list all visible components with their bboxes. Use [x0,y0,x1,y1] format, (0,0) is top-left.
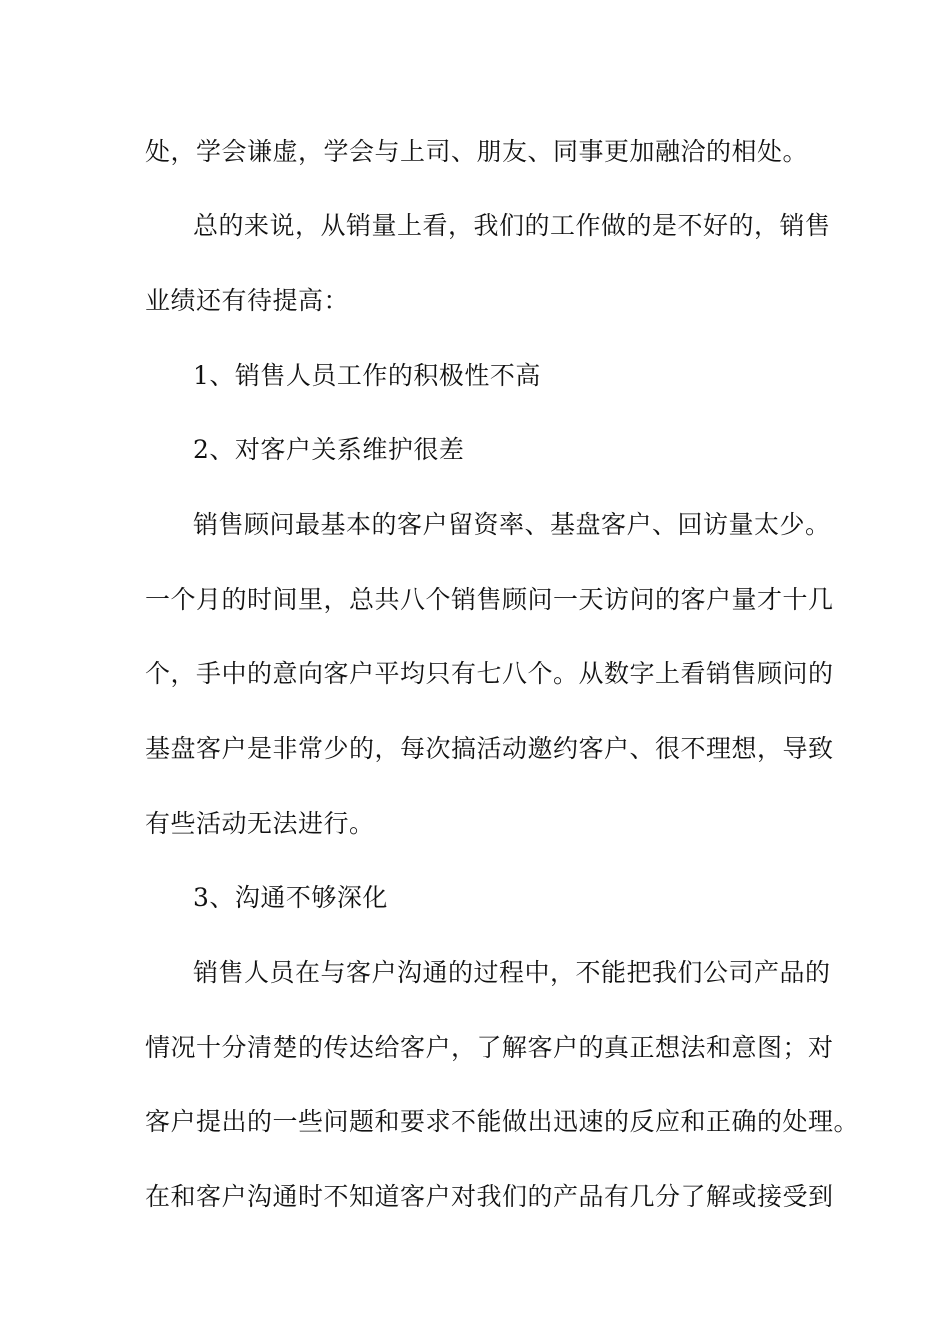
paragraph-line: 一个月的时间里，总共八个销售顾问一天访问的客户量才十几 [145,585,834,614]
paragraph-line: 总的来说，从销量上看，我们的工作做的是不好的，销售 [193,211,831,240]
paragraph-line: 业绩还有待提高： [145,286,350,315]
paragraph-line: 客户提出的一些问题和要求不能做出迅速的反应和正确的处理。 [145,1107,860,1136]
paragraph-line: 有些活动无法进行。 [145,809,375,838]
paragraph-line: 情况十分清楚的传达给客户，了解客户的真正想法和意图；对 [145,1033,834,1062]
list-item-heading: 1、销售人员工作的积极性不高 [193,361,541,390]
paragraph-line: 在和客户沟通时不知道客户对我们的产品有几分了解或接受到 [145,1182,834,1211]
list-item-heading: 2、对客户关系维护很差 [193,435,465,464]
paragraph-line: 基盘客户是非常少的，每次搞活动邀约客户、很不理想，导致 [145,734,834,763]
paragraph-line: 处，学会谦虚，学会与上司、朋友、同事更加融洽的相处。 [145,137,809,166]
paragraph-line: 销售人员在与客户沟通的过程中，不能把我们公司产品的 [193,958,831,987]
paragraph-line: 销售顾问最基本的客户留资率、基盘客户、回访量太少。 [193,510,831,539]
list-item-heading: 3、沟通不够深化 [193,883,388,912]
paragraph-line: 个，手中的意向客户平均只有七八个。从数字上看销售顾问的 [145,659,834,688]
